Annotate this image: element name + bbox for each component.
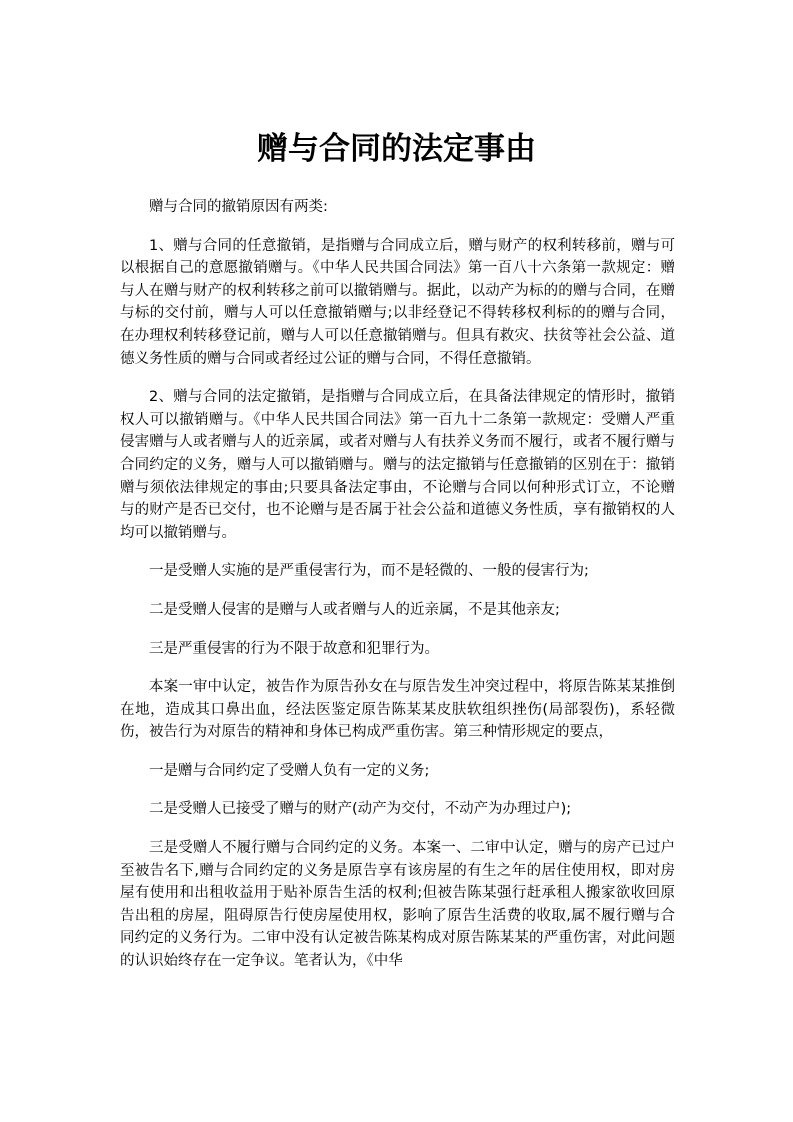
paragraph-10: 三是受赠人不履行赠与合同约定的义务。本案一、二审中认定，赠与的房产已过户至被告名下,赠与合同约定的义务是原告享有该房屋的有生之年的居住使用权，即对房屋有使用和出租收益用于贴补原告生活的权利;但被告陈某强行赶承租人搬家欲收回原告出租的房屋，阻碍原告行使房屋使用权，影响了原告生活费的收取,属不履行赠与合同约定的义务行为。二审中没有认定被告陈某构成对原告陈某某的严重伤害，对此问题的认识始终存在一定争议。笔者认为，《中华 bbox=[120, 840, 675, 970]
document-body bbox=[120, 196, 675, 989]
paragraph-1: 赠与合同的撤销原因有两类: bbox=[149, 199, 328, 215]
paragraph-6: 三是严重侵害的行为不限于故意和犯罪行为。 bbox=[149, 640, 439, 657]
document-title: 赠与合同的法定事由 bbox=[257, 131, 536, 167]
paragraph-3: 2、赠与合同的法定撤销，是指赠与合同成立后，在具备法律规定的情形时，撤销权人可以撤销赠与。《中华人民共国合同法》第一百九十二条第一款规定：受赠人严重侵害赠与人或者赠与人的近亲属，或者对赠与人有扶养义务而不履行，或者不履行赠与合同约定的义务，赠与人可以撤销赠与。赠与的法定撤销与任意撤销的区别在于：撤销赠与须依法律规定的事由;只要具备法定事由，不论赠与合同以何种形式订立，不论赠与的财产是否已交付，也不论赠与是否属于社会公益和道德义务性质，享有撤销权的人均可以撤销赠与。 bbox=[120, 389, 675, 541]
paragraph-5: 二是受赠人侵害的是赠与人或者赠与人的近亲属，不是其他亲友; bbox=[149, 601, 560, 618]
paragraph-4: 一是受赠人实施的是严重侵害行为，而不是轻微的、一般的侵害行为; bbox=[149, 563, 589, 580]
paragraph-2: 1、赠与合同的任意撤销，是指赠与合同成立后，赠与财产的权利转移前，赠与可以根据自己的意愿撤销赠与。《中华人民共国合同法》第一百八十六条第一款规定：赠与人在赠与财产的权利转移之前可以撤销赠与。据此，以动产为标的的赠与合同，在赠与标的交付前，赠与人可以任意撤销赠与;以非经登记不得转移权利标的的赠与合同，在办理权利转移登记前，赠与人可以任意撤销赠与。但具有救灾、扶贫等社会公益、道德义务性质的赠与合同或者经过公证的赠与合同，不得任意撤销。 bbox=[120, 237, 675, 367]
paragraph-7: 本案一审中认定，被告作为原告孙女在与原告发生冲突过程中，将原告陈某某推倒在地，造成其口鼻出血，经法医鉴定原告陈某某皮肤软组织挫伤(局部裂伤)，系轻微伤，被告行为对原告的精神和身体已构成严重伤害。第三种情形规定的要点， bbox=[120, 679, 675, 741]
paragraph-8: 一是赠与合同约定了受赠人负有一定的义务; bbox=[149, 762, 430, 779]
paragraph-9: 二是受赠人已接受了赠与的财产(动产为交付，不动产为办理过户); bbox=[149, 801, 572, 818]
